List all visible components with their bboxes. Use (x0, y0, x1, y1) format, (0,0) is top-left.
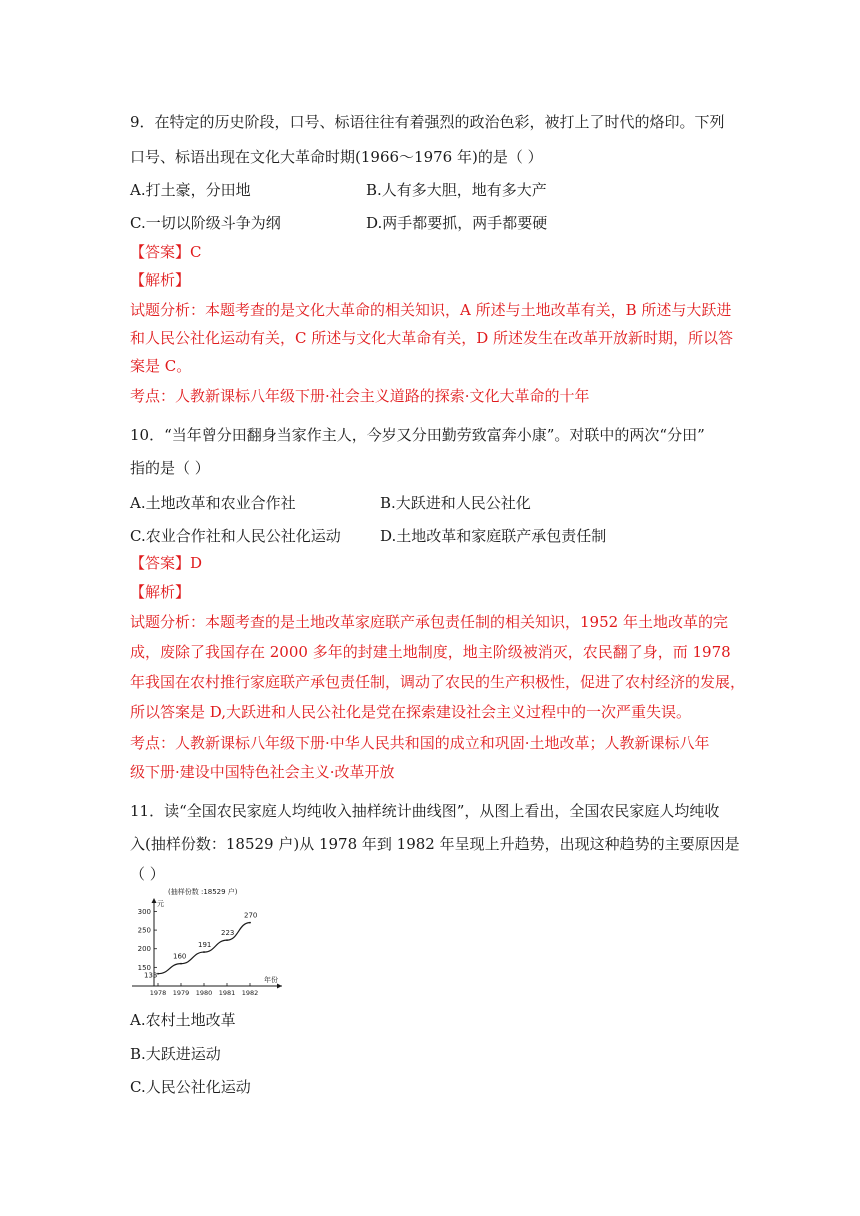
q11-option-c: C.人民公社化运动 (130, 1078, 251, 1096)
q9-answer: 【答案】C (130, 243, 202, 261)
q9-analysis-line2: 和人民公社化运动有关，C 所述与文化大革命有关，D 所述发生在改革开放新时期，所以答 (130, 329, 734, 347)
q10-answer: 【答案】D (130, 554, 203, 572)
data-point (226, 939, 228, 941)
q10-options-row2 (130, 526, 607, 546)
x-axis-label: 年份 (264, 976, 278, 984)
x-tick-label: 1978 (149, 989, 167, 997)
x-tick-label: 1982 (241, 989, 259, 997)
q10-stem-line1: 10．“当年曾分田翻身当家作主人，今岁又分田勤劳致富奔小康”。对联中的两次“分田” (130, 426, 705, 444)
y-tick-label: 200 (137, 945, 151, 954)
data-label: 160 (173, 952, 187, 961)
income-chart (128, 886, 288, 998)
q11-stem-line3: （ ） (130, 865, 165, 883)
y-axis-arrow (152, 898, 157, 903)
q10-option-b: B.大跃进和人民公社化 (380, 494, 531, 512)
q9-option-a: A.打土豪，分田地 (130, 181, 251, 199)
data-point (203, 951, 205, 953)
q9-stem-line2: 口号、标语出现在文化大革命时期(1966～1976 年)的是（ ） (130, 148, 543, 166)
q9-option-d: D.两手都要抓，两手都要硬 (366, 214, 548, 232)
q10-option-d: D.土地改革和家庭联产承包责任制 (380, 527, 607, 545)
q9-stem-line1: 9．在特定的历史阶段，口号、标语往往有着强烈的政治色彩，被打上了时代的烙印。下列 (130, 113, 725, 131)
q9-analysis-label: 【解析】 (130, 271, 191, 289)
q11-option-a: A.农村土地改革 (130, 1011, 236, 1029)
data-label: 270 (244, 911, 258, 920)
q9-analysis-line3: 案是 C。 (130, 357, 192, 375)
q9-options-row2 (130, 213, 548, 233)
x-tick-label: 1979 (172, 989, 190, 997)
q10-analysis-label: 【解析】 (130, 583, 191, 601)
data-label: 223 (221, 929, 235, 938)
q10-analysis-line2: 成，废除了我国存在 2000 多年的封建土地制度，地主阶级被消灭，农民翻了身，而 1978 (130, 643, 731, 661)
q10-analysis-line1: 试题分析：本题考查的是土地改革家庭联产承包责任制的相关知识，1952 年土地改革的完 (130, 613, 728, 631)
y-tick-label: 250 (137, 926, 151, 935)
q10-option-c: C.农业合作社和人民公社化运动 (130, 527, 341, 545)
x-axis-arrow (277, 984, 282, 989)
q11-option-b: B.大跃进运动 (130, 1045, 221, 1063)
y-tick-label: 300 (137, 907, 151, 916)
q10-options-row1 (130, 493, 531, 513)
q9-options-row1 (130, 180, 547, 200)
q9-option-c: C.一切以阶级斗争为纲 (130, 214, 281, 232)
q10-option-a: A.土地改革和农业合作社 (130, 494, 296, 512)
q9-option-b: B.人有多大胆，地有多大产 (366, 181, 547, 199)
q11-stem-line2: 入(抽样份数：18529 户)从 1978 年到 1982 年呈现上升趋势，出现这种趋势的主要原因是 (130, 835, 740, 853)
y-tick-label: 150 (137, 963, 151, 972)
x-tick-label: 1981 (218, 989, 236, 997)
y-axis-label: 元 (157, 900, 164, 908)
x-tick-label: 1980 (195, 989, 213, 997)
income-chart-svg (128, 886, 288, 998)
q11-stem-line1: 11．读“全国农民家庭人均纯收入抽样统计曲线图”，从图上看出，全国农民家庭人均纯收 (130, 802, 720, 820)
q10-kaodian-line1: 考点：人教新课标八年级下册·中华人民共和国的成立和巩固·土地改革；人教新课标八年 (130, 734, 710, 752)
q9-kaodian: 考点：人教新课标八年级下册·社会主义道路的探索·文化大革命的十年 (130, 387, 590, 405)
data-label: 133 (144, 971, 158, 980)
chart-title: (抽样份数 :18529 户) (168, 888, 238, 896)
q10-analysis-line3: 年我国在农村推行家庭联产承包责任制，调动了农民的生产积极性，促进了农村经济的发展， (130, 673, 746, 691)
q10-stem-line2: 指的是（ ） (130, 459, 210, 477)
q9-analysis-line1: 试题分析：本题考查的是文化大革命的相关知识，A 所述与土地改革有关，B 所述与大跃进 (130, 301, 732, 319)
data-point (180, 963, 182, 965)
data-point (249, 922, 251, 924)
data-label: 191 (198, 941, 212, 950)
q10-kaodian-line2: 级下册·建设中国特色社会主义·改革开放 (130, 763, 395, 781)
q10-analysis-line4: 所以答案是 D,大跃进和人民公社化是党在探索建设社会主义过程中的一次严重失误。 (130, 703, 692, 721)
